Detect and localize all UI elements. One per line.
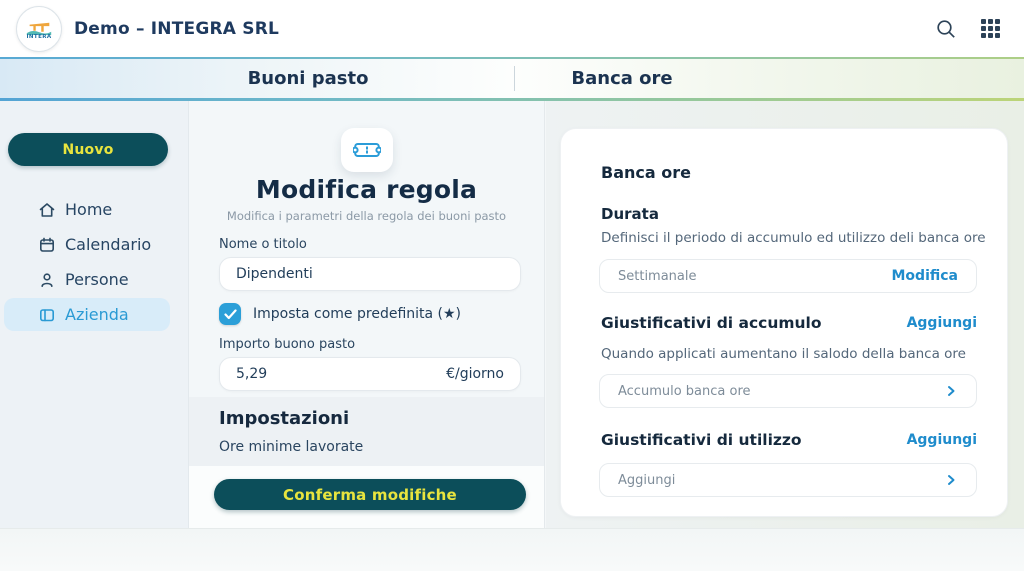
tabbar-gradient-divider [0,98,1024,101]
settings-heading: Impostazioni [219,408,350,429]
chevron-right-icon [944,473,958,487]
utilizzo-row[interactable] [599,463,977,497]
amount-field [219,357,521,391]
ticket-icon [353,139,381,161]
top-header [0,0,1024,57]
company-icon [38,306,56,324]
footer-strip [0,528,1024,571]
meal-voucher-editor-panel [188,101,545,528]
ticket-icon-card [341,128,393,172]
utilizzo-section-header [601,431,977,449]
header-gradient-divider [0,57,1024,59]
utilizzo-heading: Giustificativi di utilizzo [601,431,802,449]
banca-ore-title: Banca ore [601,163,691,182]
sidebar-item-label: Azienda [65,305,129,324]
name-field [219,257,521,291]
durata-row[interactable] [599,259,977,293]
sidebar-item-home[interactable] [4,193,170,226]
default-checkbox[interactable] [219,303,241,325]
calendar-icon [38,236,56,254]
utilizzo-aggiungi-link[interactable]: Aggiungi [906,432,977,448]
durata-description: Definisci il periodo di accumulo ed utilizzo deli banca ore [601,230,986,246]
confirm-button[interactable]: Conferma modifiche [214,479,526,510]
editor-title: Modifica regola [255,175,478,204]
sidebar-item-label: Calendario [65,235,152,254]
accumulo-row[interactable] [599,374,977,408]
sidebar [0,101,188,528]
sidebar-item-persone[interactable] [4,263,170,296]
settings-section [189,397,544,466]
settings-item-ore-minime: Ore minime lavorate [219,439,364,455]
banca-ore-column [546,101,1024,528]
name-field-label: Nome o titolo [219,237,307,252]
person-icon [38,271,56,289]
chevron-right-icon [944,384,958,398]
search-icon[interactable] [934,17,958,41]
tab-banca-ore[interactable]: Banca ore [571,68,673,89]
sidebar-item-azienda[interactable] [4,298,170,331]
banca-ore-card [560,128,1008,517]
accumulo-description: Quando applicati aumentano il salodo della banca ore [601,346,966,362]
accumulo-section-header [601,314,977,332]
accumulo-aggiungi-link[interactable]: Aggiungi [906,315,977,331]
name-input[interactable] [236,266,504,282]
page-title: Demo – INTEGRA SRL [74,18,280,39]
check-icon [224,309,237,320]
accumulo-item-label: Accumulo banca ore [618,383,751,399]
apps-grid-icon[interactable] [978,17,1002,41]
durata-heading: Durata [601,205,659,223]
confirm-bar [189,466,544,528]
sidebar-item-label: Home [65,200,113,219]
amount-unit: €/giorno [446,366,504,382]
logo-text: INTERA [26,33,52,40]
editor-subtitle: Modifica i parametri della regola dei buoni pasto [226,209,507,223]
default-checkbox-label: Imposta come predefinita (★) [253,306,462,322]
intera-logo [16,6,62,52]
tab-bar [0,59,1024,98]
new-button[interactable]: Nuovo [8,133,168,166]
durata-modifica-link[interactable]: Modifica [891,268,958,284]
amount-field-label: Importo buono pasto [219,337,356,352]
sidebar-nav [0,193,188,333]
amount-input[interactable] [236,366,446,382]
tab-buoni-pasto[interactable]: Buoni pasto [247,68,369,89]
accumulo-heading: Giustificativi di accumulo [601,314,822,332]
sidebar-item-calendario[interactable] [4,228,170,261]
durata-value: Settimanale [618,268,697,284]
sidebar-item-label: Persone [65,270,129,289]
utilizzo-item-label: Aggiungi [618,472,676,488]
default-checkbox-row[interactable] [219,303,461,325]
home-icon [38,201,56,219]
